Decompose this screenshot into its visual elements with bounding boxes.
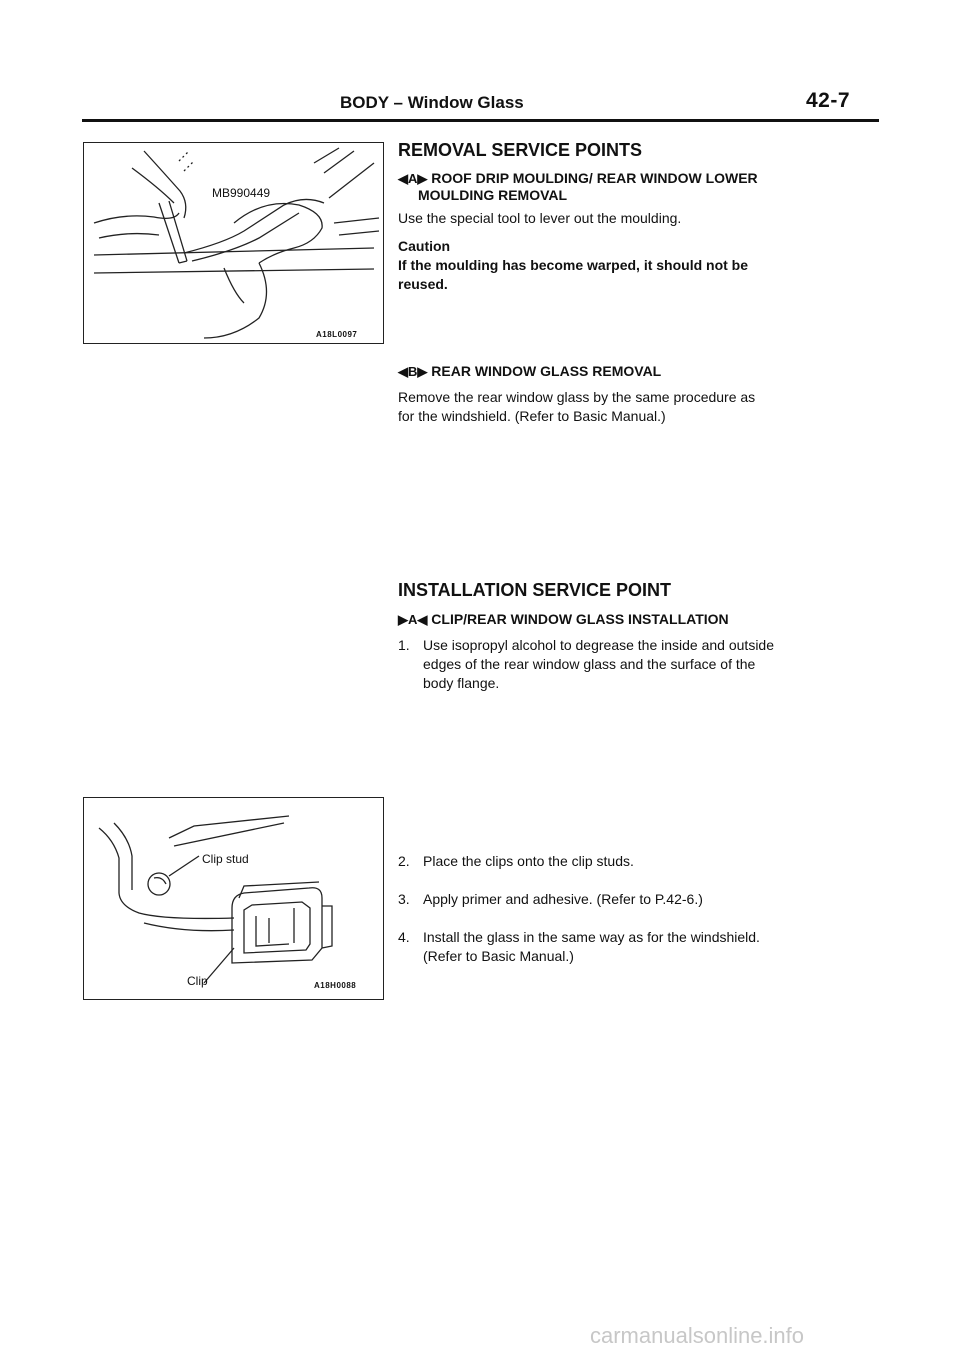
caution-label: Caution	[398, 238, 451, 254]
page-number: 42-7	[806, 89, 851, 112]
step-2-line1: Place the clips onto the clip studs.	[423, 853, 634, 869]
removal-a-text: Use the special tool to lever out the moulding.	[398, 210, 682, 226]
removal-b-title-text: REAR WINDOW GLASS REMOVAL	[431, 363, 662, 379]
figure-code: A18L0097	[316, 330, 358, 339]
installation-a-title-text: CLIP/REAR WINDOW GLASS INSTALLATION	[431, 611, 729, 627]
step-1	[398, 636, 905, 693]
clip-stud-label: Clip stud	[202, 852, 249, 866]
step-3-line1: Apply primer and adhesive. (Refer to P.42-6.)	[423, 891, 703, 907]
header-rule	[82, 119, 879, 122]
step-number: 1.	[398, 637, 410, 653]
installation-heading: INSTALLATION SERVICE POINT	[398, 580, 672, 600]
removal-b-title	[398, 363, 880, 380]
installation-a-title	[398, 611, 880, 628]
step-4	[398, 928, 905, 966]
tool-label: MB990449	[212, 186, 271, 200]
clip-label: Clip	[187, 974, 208, 988]
marker-a-removal: ◀A▶	[398, 171, 428, 186]
figure-code: A18H0088	[314, 981, 357, 990]
moulding-removal-illustration	[84, 143, 383, 343]
step-4-line2: (Refer to Basic Manual.)	[423, 948, 574, 964]
removal-a-title-line2: MOULDING REMOVAL	[418, 187, 568, 203]
watermark: carmanualsonline.info	[590, 1323, 805, 1348]
step-1-line1: Use isopropyl alcohol to degrease the inside and outside	[423, 637, 775, 653]
clip-installation-illustration	[84, 798, 383, 999]
caution-line1: If the moulding has become warped, it should not be	[398, 257, 749, 273]
removal-b-line1: Remove the rear window glass by the same procedure as	[398, 389, 756, 405]
step-4-line1: Install the glass in the same way as for the windshield.	[423, 929, 760, 945]
step-1-line3: body flange.	[423, 675, 500, 691]
step-number: 3.	[398, 891, 410, 907]
caution-text	[398, 256, 880, 294]
step-number: 2.	[398, 853, 410, 869]
removal-b-line2: for the windshield. (Refer to Basic Manual.)	[398, 408, 666, 424]
caution-line2: reused.	[398, 276, 448, 292]
removal-heading: REMOVAL SERVICE POINTS	[398, 140, 643, 160]
removal-a-title-line1: ROOF DRIP MOULDING/ REAR WINDOW LOWER	[431, 170, 758, 186]
step-2	[398, 852, 905, 871]
removal-b-text	[398, 388, 880, 426]
step-3	[398, 890, 905, 909]
page-header-title: BODY – Window Glass	[340, 93, 524, 112]
marker-a-installation: ▶A◀	[398, 612, 428, 627]
marker-b-removal: ◀B▶	[398, 364, 428, 379]
figure-clip-installation	[83, 797, 384, 1000]
step-1-line2: edges of the rear window glass and the surface of the	[423, 656, 756, 672]
removal-a-title	[398, 170, 880, 203]
step-number: 4.	[398, 929, 410, 945]
figure-moulding-removal	[83, 142, 384, 344]
